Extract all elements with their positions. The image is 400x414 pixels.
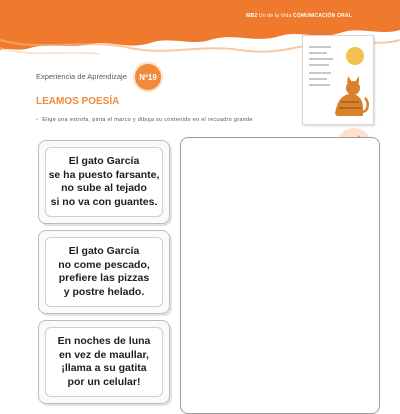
header-course-label: MB2 Un de la Vida COMUNICACIÓN ORAL (246, 13, 352, 19)
stanza-inner-frame (45, 147, 163, 217)
stanza-text-1: El gato García se ha puesto farsante, no sube al tejado si no va con guantes. (48, 155, 160, 208)
stanza-text-3: En noches de luna en vez de maullar, ¡llama a su gatita por un celular! (57, 335, 151, 388)
drawing-area[interactable] (180, 137, 380, 414)
moon-icon (346, 47, 364, 65)
stanza-frame-3[interactable] (38, 320, 170, 404)
stanza-inner-frame (45, 237, 163, 307)
bullet-icon: • (36, 117, 39, 123)
stanza-frame-2[interactable] (38, 230, 170, 314)
cat-illustration (335, 76, 368, 116)
experience-number-badge: Nº19 (135, 64, 161, 90)
experience-label: Experiencia de Aprendizaje (36, 72, 127, 81)
stanza-inner-frame (45, 327, 163, 397)
instruction-text: • Elige una estrofa, pinta el marco y dibuja su contenido en el recuadro grande (36, 117, 253, 123)
section-title: LEAMOS POESÍA (36, 96, 120, 107)
thumbnail-text-lines (309, 46, 333, 86)
book-page-thumbnail (302, 35, 374, 125)
stanza-frame-1[interactable] (38, 140, 170, 224)
stanza-text-2: El gato García no come pescado, prefiere las pizzas y postre helado. (58, 245, 150, 298)
